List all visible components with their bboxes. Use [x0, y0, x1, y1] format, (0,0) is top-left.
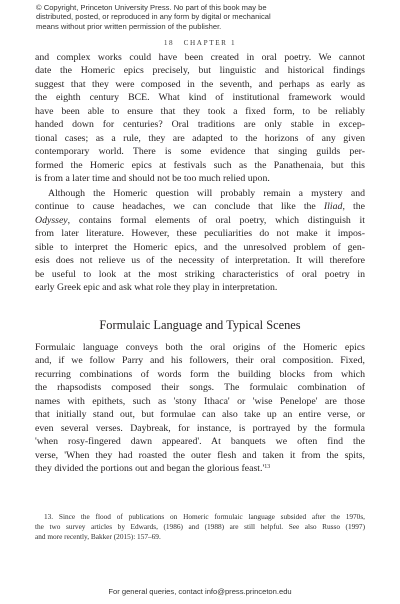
footnote-ref[interactable]: 13 — [264, 464, 271, 471]
page-number: 18 — [163, 39, 175, 47]
footnote-line: 13. Since the flood of publications on Homeric formulaic language subsided after the 1970s, — [44, 512, 365, 521]
text-line: from later literature. However, these peculiarities do not make it impos- — [35, 228, 365, 240]
text-line: and complex works could have been created in oral poetry. We cannot — [35, 52, 365, 63]
text-line: names with epithets, such as 'stony Ithaca' or 'wise Penelope' are those — [35, 395, 365, 407]
text-line: continue to cause headaches, we can conclude that like the Iliad, the — [35, 201, 365, 213]
copyright-line: © Copyright, Princeton University Press. No part of this book may be — [36, 3, 267, 12]
running-head — [0, 39, 400, 47]
text-line-content: they divided the portions out and began the glorious feast.' — [35, 463, 265, 475]
footnote — [35, 512, 365, 542]
copyright-line: means without prior written permission of the publisher. — [36, 21, 222, 31]
text-line: tional cases; as a rule, they are adapted to the horizons of any given — [35, 132, 365, 144]
text-line: Although the Homeric question will probably remain a mystery and — [48, 188, 365, 199]
text-line: suggest that they were composed in the seventh, and perhaps as early as — [35, 78, 365, 90]
footnote-line: and more recently, Bakker (2015): 157–69. — [35, 532, 161, 542]
text-line: esis does not relieve us of the necessity of interpretation. It will therefore — [35, 255, 365, 267]
text-line: and, if we follow Parry and his followers, their oral composition. Fixed, — [35, 355, 365, 367]
text-line: is from a later time and should not be too much relied upon. — [35, 173, 270, 185]
text-line: be useful to look at the most striking characteristics of oral poetry in — [35, 268, 365, 280]
body-paragraph — [35, 51, 365, 186]
section-heading: Formulaic Language and Typical Scenes — [99, 318, 301, 332]
text-line: even several verses. Daybreak, for instance, is portrayed by the formula — [35, 422, 365, 434]
copyright-notice — [36, 3, 366, 31]
body-paragraph — [35, 341, 365, 476]
footnote-line: the two survey articles by Edwards, (1986) and (1988) are still helpful. See also Russo (1997) — [35, 522, 365, 532]
text-line: Odyssey, contains formal elements of oral poetry, which distinguish it — [35, 214, 365, 226]
text-line: 'when rosy-fingered dawn appeared'. At banquets we often find the — [35, 436, 365, 448]
text-line: formed the Homeric epics at festivals such as the Panathenaia, but this — [35, 159, 365, 171]
text-line: Formulaic language conveys both the oral origins of the Homeric epics — [35, 342, 365, 353]
text-line — [35, 462, 365, 475]
text-line: contemporary world. There is some evidence that singing guilds per- — [35, 146, 365, 158]
footer-contact: For general queries, contact info@press.princeton.edu — [108, 587, 292, 596]
text-line: the eighth century BCE. What kind of institutional framework would — [35, 92, 365, 104]
text-line: sible to interpret the Homeric epics, and the unresolved problem of gen- — [35, 241, 365, 253]
body-paragraph — [35, 187, 365, 295]
text-line: early Greek epic and ask what role they play in interpretation. — [35, 282, 278, 294]
text-line: have been able to ensure that they took a fixed form, to be reliably — [35, 105, 365, 117]
text-line: verse, 'When they had roasted the outer flesh and taken it from the spits, — [35, 449, 365, 461]
text-line: date the Homeric epics precisely, but linguistic and historical findings — [35, 65, 365, 77]
copyright-line: distributed, posted, or reproduced in any form by digital or mechanical — [36, 12, 271, 22]
text-line: the rhapsodists composed their songs. The formulaic combination of — [35, 382, 365, 394]
chapter-label: CHAPTER 1 — [183, 39, 237, 47]
text-line: recurring combinations of words form the building blocks from which — [35, 368, 365, 380]
text-line: that initially stand out, but formulae can also take up an entire verse, or — [35, 409, 365, 421]
text-line: handed down for centuries? Oral traditions are only stable in excep- — [35, 119, 365, 131]
